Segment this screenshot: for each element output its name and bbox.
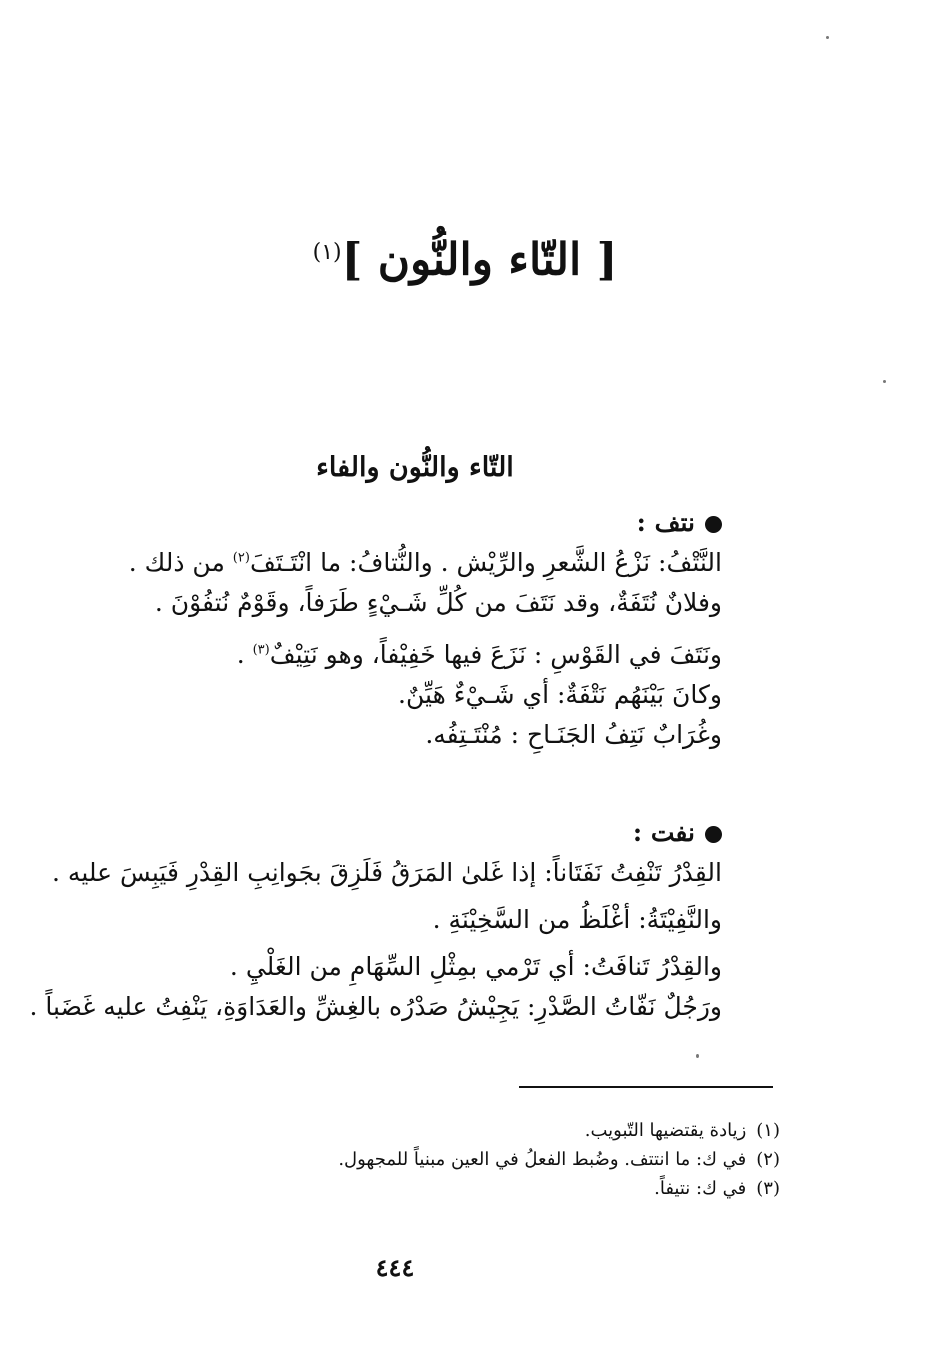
- entry-line: والنَّفِيْتَةُ: أغْلَظُ من السَّخِيْنَةِ .: [432, 905, 722, 934]
- page-number: ٤٤٤: [375, 1253, 415, 1282]
- footnote: [220, 1145, 780, 1174]
- entry-natf: [102, 503, 722, 755]
- entry-heading: [102, 503, 722, 543]
- chapter-title: [0, 218, 930, 296]
- chapter-title-text: [ التّاء والنُّون ]: [341, 234, 618, 286]
- entry-line: وكانَ بَيْنَهُم نَتْفَةٌ: أي شَـيْءٌ هَيِّنٌ.: [398, 680, 722, 709]
- bullet-icon: [705, 516, 722, 533]
- entry-line: وفلانٌ نُتَفَةٌ، وقد نَتَفَ من كُلِّ شَـيْءٍ طَرَفاً، وقَوْمٌ نُتفُوْنَ .: [154, 588, 722, 617]
- footnote-text: في ك: ما انتتف. وضُبط الفعلُ في العين مبنياً للمجهول.: [338, 1149, 747, 1170]
- entry-heading-text: نتف :: [636, 508, 695, 537]
- entry-line: [102, 635, 722, 675]
- entry-line: ورَجُلٌ نَفّاتُ الصَّدْرِ: يَجِيْشُ صَدْرُه بالغِشِّ والعَدَاوَةِ، يَنْفِتُ عليه غَضَباً .: [29, 992, 722, 1021]
- footnote-number: (٢): [756, 1149, 780, 1170]
- footnote-text: زيادة يقتضيها التّبويب.: [584, 1120, 747, 1141]
- scan-speck: [883, 380, 886, 383]
- line-text: النَّتْفُ: نَزْعُ الشَّعرِ والرِّيْش . والنُّتافُ: ما انْتَـتَفَ: [249, 548, 722, 577]
- footnote-number: (١): [756, 1120, 780, 1141]
- scan-speck: [826, 36, 829, 39]
- footnote-ref: (٣): [252, 642, 270, 658]
- footnote-text: في ك: نتيفاً.: [654, 1178, 747, 1199]
- chapter-title-note-ref: (١): [312, 240, 342, 265]
- footnote-number: (٣): [756, 1178, 780, 1199]
- line-text: ونَتَفَ في القَوْسِ : نَزَعَ فيها خَفِيْفاً، وهو نَتِيْفٌ: [269, 640, 722, 669]
- footnotes: [220, 1116, 780, 1203]
- footnote: [220, 1116, 780, 1145]
- entry-heading: [102, 813, 722, 853]
- bullet-icon: [705, 826, 722, 843]
- footnote-ref: (٢): [232, 550, 250, 566]
- entry-line: القِدْرُ تَنْفِتُ نَفَتَاناً: إذا غَلىٰ المَرَقُ فَلَزِقَ بجَوانِبِ القِدْرِ فَيَبِسَ عليه .: [52, 858, 722, 887]
- section-title: التّاء والنُّون والفاء: [316, 452, 514, 483]
- line-text: من ذلك .: [128, 548, 233, 577]
- scan-speck: [696, 1054, 699, 1058]
- footnote-divider: [519, 1086, 773, 1088]
- entry-line: والقِدْرُ تَنافَتُ: أي تَرْمي بمِثْلِ السِّهَامِ من الغَلْيِ .: [229, 952, 722, 981]
- line-text: .: [236, 640, 253, 669]
- entry-line: وغُرَابٌ نَتِفُ الجَنَـاحِ : مُنْتَـتِفُه.: [425, 720, 722, 749]
- entry-line: [102, 543, 722, 583]
- footnote: [220, 1174, 780, 1203]
- entry-heading-text: نفت :: [632, 818, 695, 847]
- entry-nft: [29, 813, 722, 1027]
